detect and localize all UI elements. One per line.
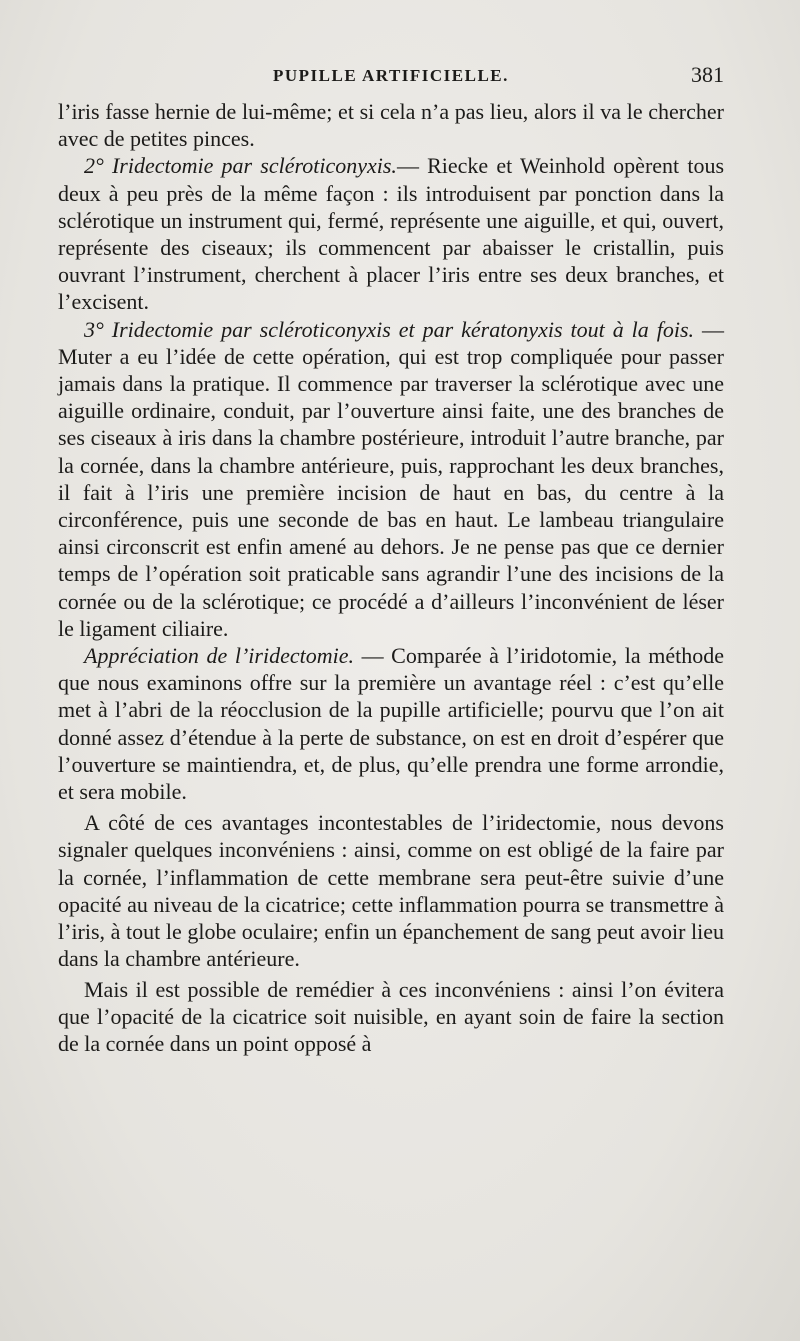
paragraph-6-text: Mais il est possible de remédier à ces inconvéniens : ainsi l’on évitera que l’opacité de la cicatrice soit nuisible, en ayant soin de faire la section de la cornée dans un point opposé à — [58, 976, 724, 1056]
paragraph-1-text: l’iris fasse hernie de lui-même; et si cela n’a pas lieu, alors il va le chercher avec de petites pinces. — [58, 99, 724, 152]
body-text — [58, 98, 724, 1057]
paragraph-3-heading: 3° Iridectomie par scléroticonyxis et par kératonyxis tout à la fois. — [84, 316, 695, 342]
paragraph-4-text: — Comparée à l’iridotomie, la méthode que nous examinons offre sur la première un avantage réel : c’est qu’elle met à l’abri de la réocclusion de la pupille artificielle; pourvu que l’on ait donné assez d’étendue à la perte de substance, on est en droit d’espérer que l’ouverture se maintiendra, et, de plus, qu’elle prendra une forme arrondie, et sera mobile. — [58, 643, 724, 805]
running-title: PUPILLE ARTIFICIELLE. — [273, 66, 509, 85]
paragraph-3-text: — Muter a eu l’idée de cette opération, qui est trop compliquée pour passer jamais dans la pratique. Il commence par traverser la sclérotique avec une aiguille ordinaire, conduit, par l’ouverture ainsi faite, une des branches de ses ciseaux à iris dans la chambre postérieure, introduit l’autre branche, par la cornée, dans la chambre antérieure, puis, rapprochant les deux branches, il fait à l’iris une première incision de haut en bas, du centre à la circonférence, puis une seconde de bas en haut. Le lambeau triangulaire ainsi circonscrit est enfin amené au dehors. Je ne pense pas que ce dernier temps de l’opération soit praticable sans agrandir l’une des incisions de la cornée ou de la sclérotique; ce procédé a d’ailleurs l’inconvénient de léser le ligament ciliaire. — [58, 316, 725, 641]
paragraph-2-heading: 2° Iridectomie par scléroticonyxis. — [84, 153, 397, 179]
paragraph-4-heading: Appréciation de l’iridectomie. — [84, 643, 354, 669]
paragraph-4 — [58, 642, 724, 805]
paragraph-5-text: A côté de ces avantages incontestables de l’iridectomie, nous devons signaler quelques inconvéniens : ainsi, comme on est obligé de la faire par la cornée, l’inflammation de cette membrane sera peut-être suivie d’une opacité au niveau de la cicatrice; cette inflammation pourra se transmettre à l’iris, à tout le globe oculaire; enfin un épanchement de sang peut avoir lieu dans la chambre antérieure. — [58, 810, 724, 972]
paragraph-3 — [58, 316, 724, 642]
paragraph-5 — [58, 809, 724, 972]
paragraph-6 — [58, 976, 724, 1058]
page-header — [58, 60, 724, 94]
paragraph-2-text: — Riecke et Weinhold opèrent tous deux à peu près de la même façon : ils introduisent par ponction dans la sclérotique un instrument qui, fermé, représente une aiguille, et qui, ouvert, représente des ciseaux; ils commencent par abaisser le cristallin, puis ouvrant l’instrument, cherchent à placer l’iris entre ses deux branches, et l’excisent. — [58, 153, 724, 315]
paragraph-1 — [58, 98, 724, 152]
paragraph-2 — [58, 152, 724, 315]
page-number: 381 — [691, 62, 724, 87]
